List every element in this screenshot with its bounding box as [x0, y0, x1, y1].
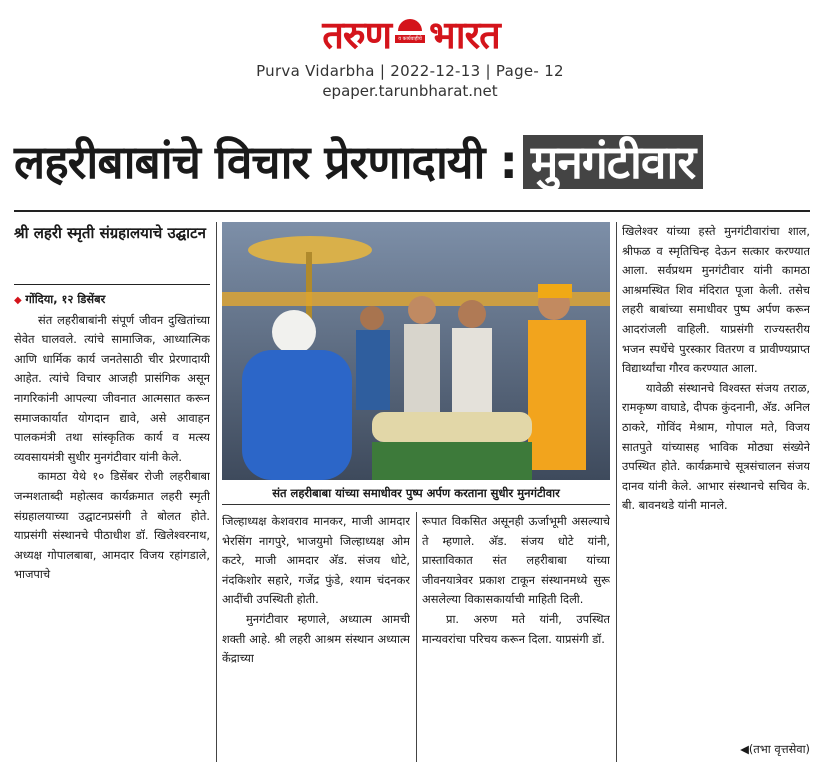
dateline: गोंदिया, १२ डिसेंबर [25, 292, 106, 306]
headline-left: लहरीबाबांचे विचार प्रेरणादायी : [14, 135, 517, 189]
logo-text-part1: तरुण [322, 13, 392, 57]
newspaper-logo[interactable] [280, 12, 542, 58]
masthead [0, 0, 820, 112]
logo-tagline: व कार्यवाहीचे मुखपत्र [395, 35, 425, 43]
headline-rule [14, 210, 810, 212]
ceremony-photo-illustration [222, 222, 610, 480]
column-4-paragraph-2: यावेळी संस्थानचे विश्वस्त संजय तराळ, रामकृष्ण वाघाडे, दीपक कुंदनानी, अ‍ॅड. अनिल ठाकरे, गोविंद मेश्राम, गोपाल मते, विजय सातपुते यांच्यासह भाविक मोठ्या संख्येने उपस्थित होते. कार्यक्रमाचे सूत्रसंचालन संजय दानव यांनी केले. आभार संस्थानचे सचिव के. बी. बावनथडे यांनी मानले. [622, 380, 810, 513]
edition-meta: Purva Vidarbha | 2022-12-13 | Page- 12 [256, 62, 564, 80]
column-divider-1 [216, 222, 217, 762]
logo-emblem-icon [395, 15, 425, 55]
article-column-4 [622, 222, 810, 742]
article-subhead: श्री लहरी स्मृती संग्रहालयाचे उद्घाटन [14, 224, 206, 242]
news-service-credit: (तभा वृत्तसेवा) [748, 742, 810, 756]
article-column-3 [422, 512, 610, 762]
article-column-2 [222, 512, 410, 762]
column-3-paragraph-1: रूपात विकसित असूनही ऊर्जाभूमी असल्याचे ते म्हणाले. अ‍ॅड. संजय धोटे यांनी, प्रास्ताविकात संत लहरीबाबा यांच्या जीवनयात्रेवर प्रकाश टाकून संस्थानमध्ये सुरू असलेल्या विकासकार्याची माहिती दिली. [422, 514, 610, 607]
article-column-1 [14, 290, 210, 760]
column-1-paragraph-1: संत लहरीबाबांनी संपूर्ण जीवन दुखितांच्या सेवेत घालवले. त्यांचे सामाजिक, आध्यात्मिक आणि धार्मिक कार्य जनतेसाठी चीर प्रेरणादायी आहेत. त्यांचे विचार आजही प्रासंगिक असून नागरिकांनी आपल्या जीवनात आत्मसात करून समाजकार्यात योगदान द्यावे, असे आवाहन पालकमंत्री तथा सांस्कृतिक कार्य व मत्स्य व्यवसायमंत्री सुधीर मुनगंटीवार यांनी केले. [14, 312, 210, 464]
article-photo[interactable] [222, 222, 610, 480]
column-2-paragraph-1: जिल्हाध्यक्ष केशवराव मानकर, माजी आमदार भेरसिंग नागपुरे, भाजयुमो जिल्हाध्यक्ष ओम कटरे, माजी आमदार अ‍ॅड. संजय धोटे, नंदकिशोर सहारे, गजेंद्र फुंडे, श्याम चंदनकर आदींची उपस्थिती होती. [222, 514, 410, 607]
column-1-paragraph-2: कामठा येथे १० डिसेंबर रोजी लहरीबाबा जन्मशताब्दी महोत्सव कार्यक्रमात लहरी स्मृती संग्रहालयाच्या उद्घाटनप्रसंगी ते बोलत होते. याप्रसंगी संस्थानचे पीठाधीश डॉ. खिलेश्वरनाथ, अध्यक्ष गोपालबाबा, आमदार विजय रहांगडाले, भाजपाचे [14, 469, 210, 582]
subhead-rule [14, 284, 210, 285]
headline-right: मुनगंटीवार [523, 135, 703, 189]
column-divider-3 [616, 222, 617, 762]
epaper-url[interactable]: epaper.tarunbharat.net [322, 82, 498, 100]
column-4-paragraph-1: खिलेश्वर यांच्या हस्ते मुनगंटीवारांचा शाल, श्रीफळ व स्मृतिचिन्ह देऊन सत्कार करण्यात आला. सर्वप्रथम मुनगंटीवार यांनी कामठा आश्रमस्थित शिव मंदिरात पूजा केली. तसेच लहरी बाबांच्या समाधीवर पुष्प अर्पण करून आदरांजली वाहिली. याप्रसंगी राज्यस्तरीय भजन स्पर्धेचे पुरस्कार वितरण व प्रावीण्यप्राप्त विद्यार्थ्यांचा गौरव करण्यात आला. [622, 224, 810, 376]
article-headline [14, 122, 814, 202]
logo-text-part2: भारत [429, 13, 500, 57]
column-2-paragraph-2: मुनगंटीवार म्हणाले, अध्यात्म आमची शक्ती आहे. श्री लहरी आश्रम संस्थान अध्यात्म केंद्राच्या [222, 611, 410, 666]
credit-marker-icon: ◀ [740, 742, 749, 756]
photo-caption: संत लहरीबाबा यांच्या समाधीवर पुष्प अर्पण करताना सुधीर मुनगंटीवार [222, 482, 610, 505]
column-3-paragraph-2: प्रा. अरुण मते यांनी, उपस्थित मान्यवरांचा परिचय करून दिला. याप्रसंगी डॉ. [422, 611, 610, 646]
dateline-marker-icon: ◆ [14, 295, 22, 306]
column-divider-2 [416, 512, 417, 762]
credit-line [622, 740, 810, 762]
